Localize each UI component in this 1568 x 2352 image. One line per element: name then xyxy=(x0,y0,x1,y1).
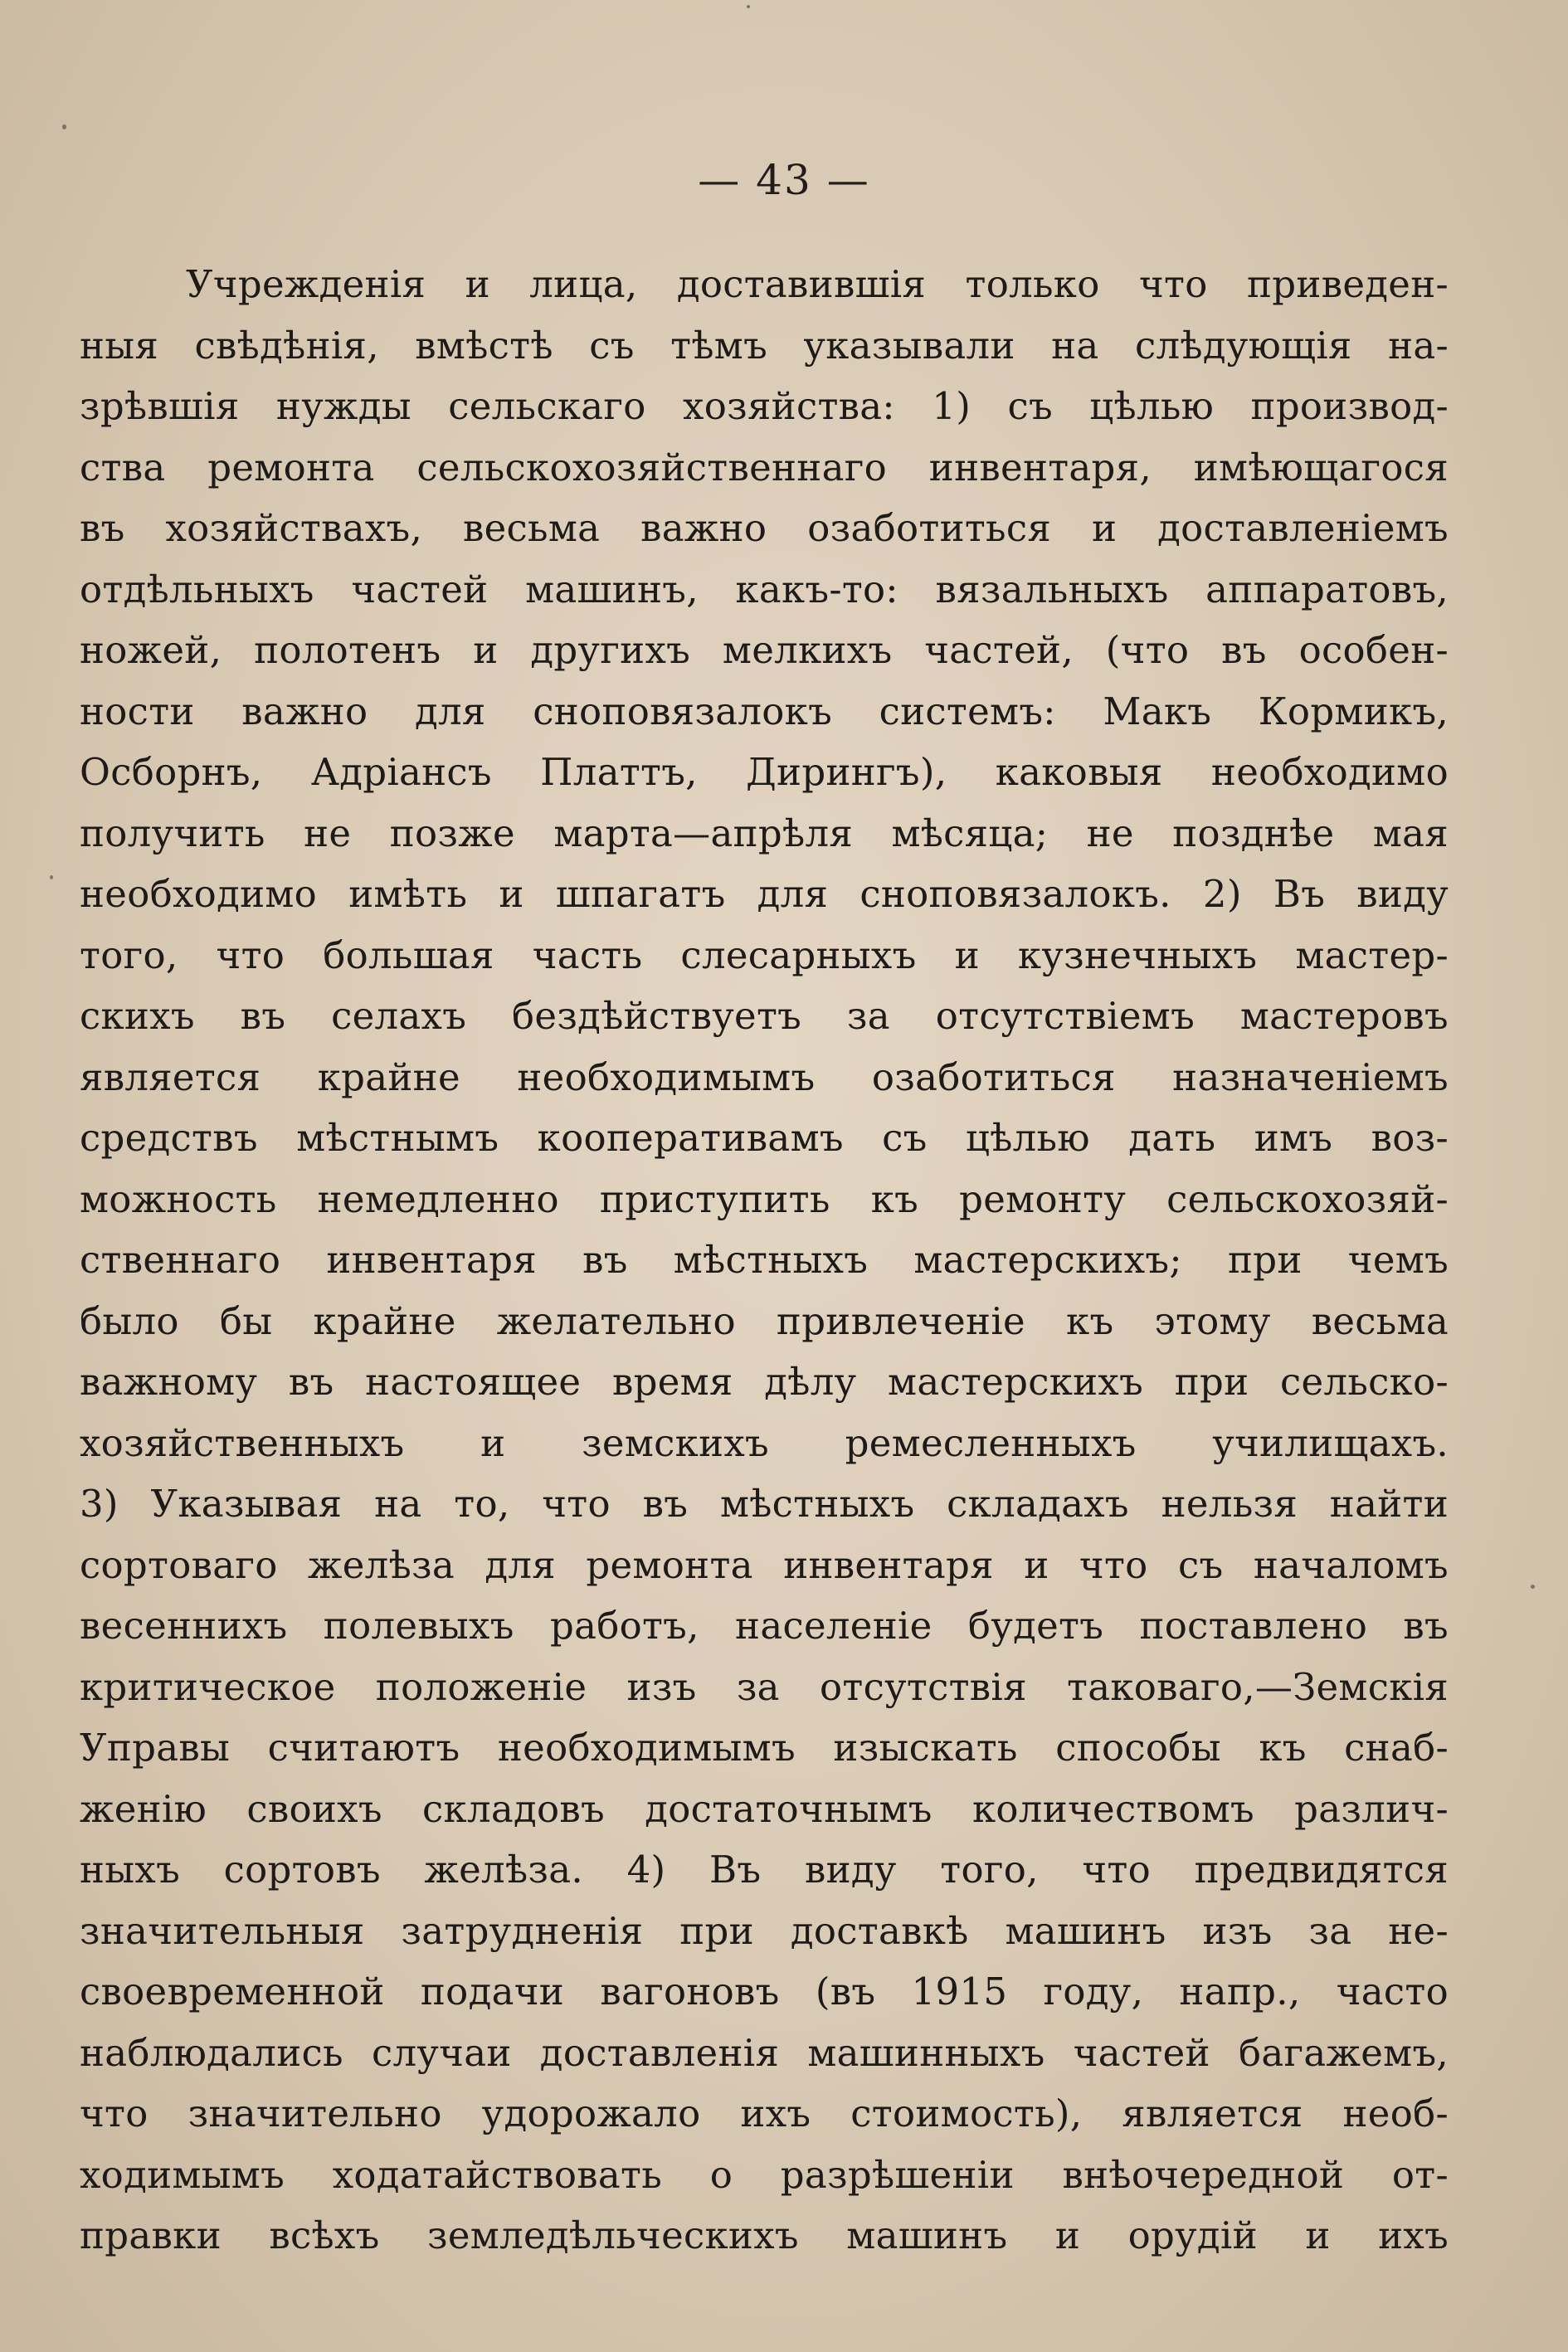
text-line: отдѣльныхъ частей машинъ, какъ-то: вязальныхъ аппаратовъ, xyxy=(80,567,1449,611)
text-line: Учрежденія и лица, доставившія только что приведен- xyxy=(186,262,1449,306)
text-line: зрѣвшія нужды сельскаго хозяйства: 1) съ цѣлью производ- xyxy=(80,384,1449,428)
text-line: получить не позже марта—апрѣля мѣсяца; не позднѣе мая xyxy=(80,811,1449,855)
text-line: можность немедленно приступить къ ремонту сельскохозяй- xyxy=(80,1176,1449,1221)
body-text xyxy=(80,254,1449,2267)
text-line: своевременной подачи вагоновъ (въ 1915 году, напр., часто xyxy=(80,1970,1449,2014)
text-line: было бы крайне желательно привлеченіе къ этому весьма xyxy=(80,1298,1449,1343)
paper-speck xyxy=(1531,1585,1535,1589)
text-line: что значительно удорожало ихъ стоимость), является необ- xyxy=(80,2091,1449,2135)
text-line: ножей, полотенъ и другихъ мелкихъ частей, (что въ особен- xyxy=(80,628,1449,672)
text-line: ства ремонта сельскохозяйственнаго инвентаря, имѣющагося xyxy=(80,445,1449,489)
text-line: ственнаго инвентаря въ мѣстныхъ мастерскихъ; при чемъ xyxy=(80,1238,1449,1282)
text-line: ности важно для сноповязалокъ системъ: Макъ Кормикъ, xyxy=(80,689,1449,733)
text-line: правки всѣхъ земледѣльческихъ машинъ и орудій и ихъ xyxy=(80,2213,1449,2257)
text-line: сортоваго желѣза для ремонта инвентаря и что съ началомъ xyxy=(80,1542,1449,1587)
paper-speck xyxy=(50,875,53,879)
text-line: средствъ мѣстнымъ кооперативамъ съ цѣлью дать имъ воз- xyxy=(80,1116,1449,1160)
text-line: скихъ въ селахъ бездѣйствуетъ за отсутствіемъ мастеровъ xyxy=(80,994,1449,1038)
page-number: — 43 — xyxy=(698,156,870,204)
text-line: ныя свѣдѣнія, вмѣстѣ съ тѣмъ указывали на слѣдующія на- xyxy=(80,323,1449,368)
text-line: Осборнъ, Адріансъ Платтъ, Дирингъ), каковыя необходимо xyxy=(80,750,1449,794)
text-line: значительныя затрудненія при доставкѣ машинъ изъ за не- xyxy=(80,1908,1449,1953)
text-line: является крайне необходимымъ озаботиться назначеніемъ xyxy=(80,1054,1449,1099)
paper-speck xyxy=(62,124,66,129)
text-line: въ хозяйствахъ, весьма важно озаботиться и доставленіемъ xyxy=(80,506,1449,550)
text-line: хозяйственныхъ и земскихъ ремесленныхъ училищахъ. xyxy=(80,1420,1449,1465)
text-line: важному въ настоящее время дѣлу мастерскихъ при сельско- xyxy=(80,1360,1449,1404)
text-line: ходимымъ ходатайствовать о разрѣшеніи внѣочередной от- xyxy=(80,2152,1449,2197)
text-line: необходимо имѣть и шпагатъ для сноповязалокъ. 2) Въ виду xyxy=(80,872,1449,916)
text-line: весеннихъ полевыхъ работъ, населеніе будетъ поставлено въ xyxy=(80,1604,1449,1648)
text-line: Управы считаютъ необходимымъ изыскать способы къ снаб- xyxy=(80,1726,1449,1770)
text-line: ныхъ сортовъ желѣза. 4) Въ виду того, что предвидятся xyxy=(80,1848,1449,1892)
text-line: 3) Указывая на то, что въ мѣстныхъ складахъ нельзя найти xyxy=(80,1482,1449,1526)
text-line: того, что большая часть слесарныхъ и кузнечныхъ мастер- xyxy=(80,933,1449,977)
text-line: наблюдались случаи доставленія машинныхъ частей багажемъ, xyxy=(80,2030,1449,2075)
paper-speck xyxy=(747,5,750,8)
text-line: критическое положеніе изъ за отсутствія таковаго,—Земскія xyxy=(80,1664,1449,1709)
text-line: женію своихъ складовъ достаточнымъ количествомъ различ- xyxy=(80,1786,1449,1831)
